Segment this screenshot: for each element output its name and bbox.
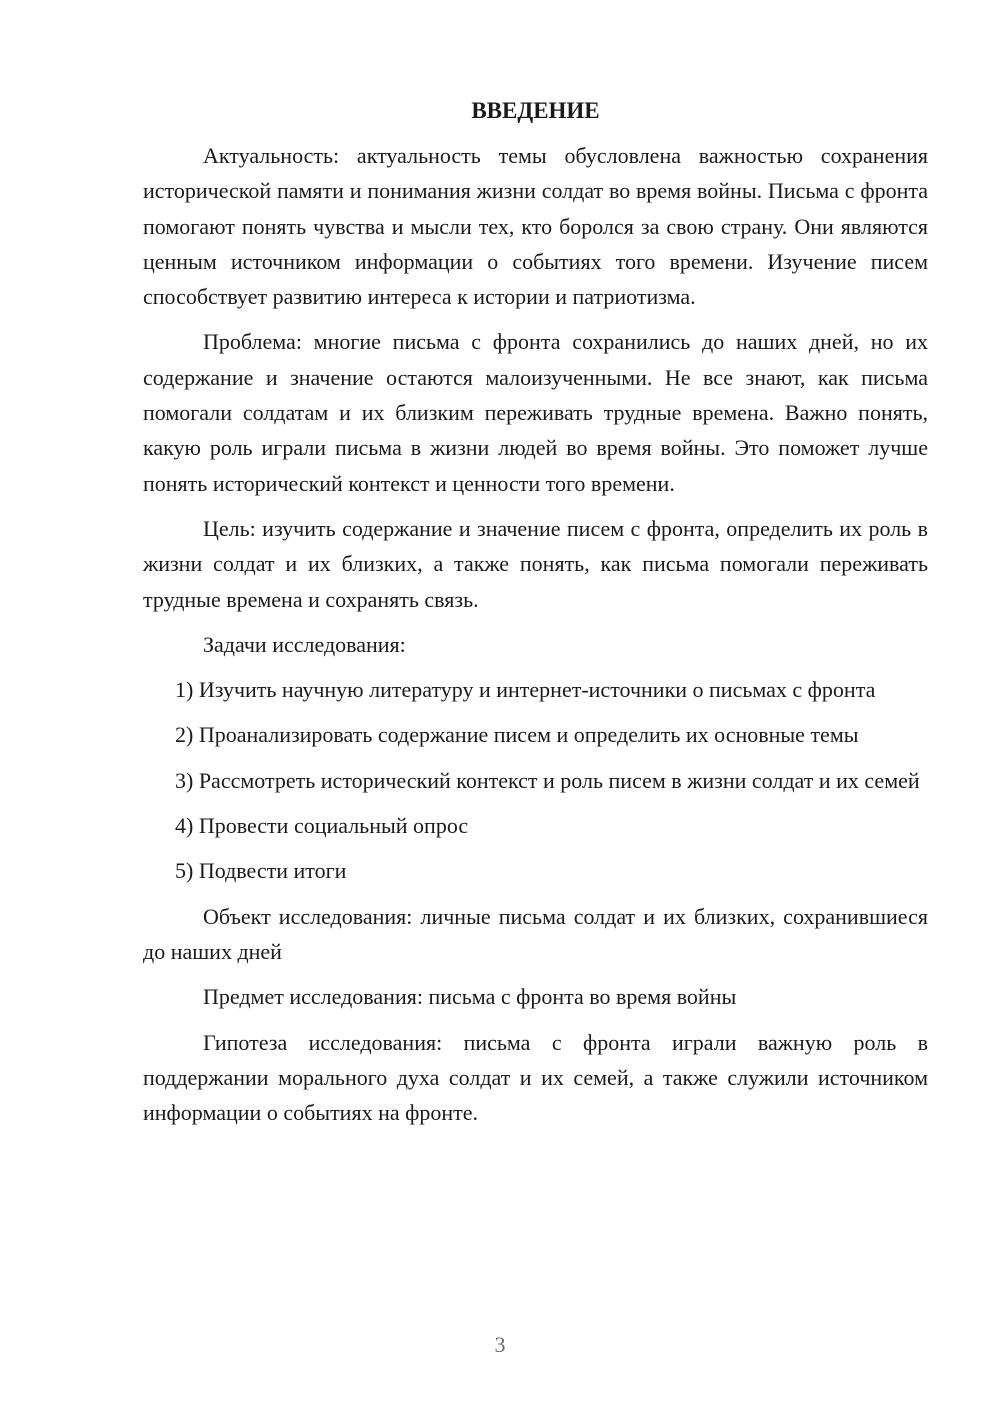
paragraph-goal: Цель: изучить содержание и значение писем с фронта, определить их роль в жизни солдат и их близких, а также понять, как письма помогали переживать трудные времена и сохранять связь.	[143, 515, 928, 612]
paragraph-tasks-heading: Задачи исследования:	[203, 631, 406, 657]
document-page	[143, 96, 928, 1140]
task-item-2: 2) Проанализировать содержание писем и определить их основные темы	[175, 722, 859, 748]
task-item-4: 4) Провести социальный опрос	[175, 813, 469, 839]
task-item-3: 3) Рассмотреть исторический контекст и роль писем в жизни солдат и их семей	[175, 767, 920, 793]
paragraph-problem: Проблема: многие письма с фронта сохранились до наших дней, но их содержание и значение остаются малоизученными. Не все знают, как письма помогали солдатам и их близким переживать трудные времена. Важно понять, какую роль играли письма в жизни людей во время войны. Это поможет лучше понять исторический контекст и ценности того времени.	[143, 329, 928, 496]
paragraph-subject: Предмет исследования: письма с фронта во время войны	[203, 984, 737, 1010]
paragraph-relevance: Актуальность: актуальность темы обусловлена важностью сохранения исторической памяти и понимания жизни солдат во время войны. Письма с фронта помогают понять чувства и мысли тех, кто боролся за свою страну. Они являются ценным источником информации о событиях того времени. Изучение писем способствует развитию интереса к истории и патриотизма.	[143, 143, 928, 310]
task-item-1: 1) Изучить научную литературу и интернет-источники о письмах с фронта	[175, 677, 876, 703]
paragraph-hypothesis: Гипотеза исследования: письма с фронта играли важную роль в поддержании морального духа солдат и их семей, а также служили источником информации о событиях на фронте.	[143, 1029, 928, 1126]
page-number: 3	[494, 1332, 506, 1357]
paragraph-object: Объект исследования: личные письма солдат и их близких, сохранившиеся до наших дней	[143, 903, 928, 964]
task-item-5: 5) Подвести итоги	[175, 858, 347, 884]
document-title: ВВЕДЕНИЕ	[471, 98, 600, 123]
